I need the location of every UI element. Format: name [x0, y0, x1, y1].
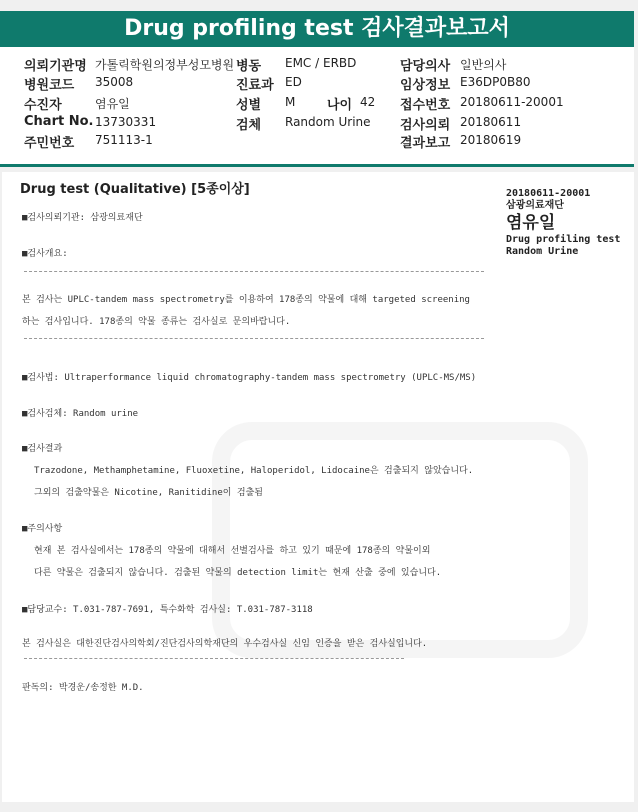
stamp-number: 20180611-20001 [506, 188, 591, 199]
report-title: Drug test (Qualitative) [5종이상] [20, 182, 250, 197]
report-line: ■담당교수: T.031-787-7691, 특수화학 검사실: T.031-787-3118 [22, 605, 313, 615]
field-value: M [285, 95, 296, 109]
field-label: 수진자 [24, 98, 62, 113]
field-label: 진료과 [236, 78, 274, 93]
divider [24, 271, 484, 272]
field-value: 751113-1 [95, 133, 153, 147]
report-line: ■검사개요: [22, 249, 68, 259]
field-label: 병동 [236, 59, 262, 74]
field-label: 담당의사 [400, 59, 451, 74]
report-line: ■검사법: Ultraperformance liquid chromatography-tandem mass spectrometry (UPLC-MS/MS) [22, 373, 477, 383]
report-line: 그외의 검출약물은 Nicotine, Ranitidine이 검출됨 [34, 488, 263, 498]
report-banner-title: Drug profiling test 검사결과보고서 [0, 11, 634, 47]
report-line: ■주의사항 [22, 524, 63, 534]
divider [24, 658, 404, 659]
report-line: 현재 본 검사실에서는 178종의 약물에 대해서 선별검사를 하고 있기 때문에 178종의 약물이외 [34, 546, 431, 556]
report-line: 판독의: 박경운/송정한 M.D. [22, 683, 144, 693]
watermark [212, 422, 588, 658]
specimen-stamp [506, 188, 620, 258]
field-value: 20180611 [460, 115, 522, 129]
stamp-name: 염유일 [506, 213, 556, 233]
field-value: E36DP0B80 [460, 75, 531, 89]
field-value: EMC / ERBD [285, 56, 357, 70]
report-line: ■검사의뢰기관: 삼광의료재단 [22, 213, 143, 223]
stamp-specimen: Random Urine [506, 246, 579, 257]
stamp-org: 삼광의료재단 [506, 200, 564, 211]
field-label: 검사의뢰 [400, 118, 451, 133]
field-label: 나이 [327, 98, 353, 113]
field-label: 접수번호 [400, 98, 451, 113]
divider [24, 338, 484, 339]
field-value: 20180619 [460, 133, 522, 147]
field-value: 35008 [95, 75, 134, 89]
field-value: Random Urine [285, 115, 371, 129]
field-label: Chart No. [24, 114, 94, 129]
field-label: 검체 [236, 118, 262, 133]
report-line: ■검사검체: Random urine [22, 409, 139, 419]
report-line: 다른 약물은 검출되지 않습니다. 검출된 약물의 detection limit는 현재 산출 중에 있습니다. [34, 568, 442, 578]
report-line: 본 검사는 UPLC-tandem mass spectrometry를 이용하여 178종의 약물에 대해 targeted screening [22, 295, 470, 305]
report-header [0, 47, 634, 167]
report-line: ■검사결과 [22, 444, 63, 454]
report-line: 하는 검사입니다. 178종의 약물 종류는 검사실로 문의바랍니다. [22, 317, 291, 327]
field-value: 20180611-20001 [460, 95, 564, 109]
field-label: 병원코드 [24, 78, 75, 93]
field-value: 염유일 [95, 97, 130, 111]
field-label: 결과보고 [400, 136, 451, 151]
field-label: 주민번호 [24, 136, 75, 151]
field-value: 42 [360, 95, 376, 109]
stamp-test: Drug profiling test [506, 234, 621, 245]
field-label: 임상정보 [400, 78, 451, 93]
report-page [2, 172, 634, 802]
field-label: 성별 [236, 98, 262, 113]
report-line: Trazodone, Methamphetamine, Fluoxetine, Haloperidol, Lidocaine은 검출되지 않았습니다. [34, 466, 474, 476]
field-label: 의뢰기관명 [24, 59, 87, 74]
field-value: 일반의사 [460, 58, 507, 72]
field-value: 13730331 [95, 115, 157, 129]
field-value: ED [285, 75, 302, 89]
field-value: 가톨릭학원의정부성모병원 [95, 58, 235, 72]
report-line: 본 검사실은 대한진단검사의학회/진단검사의학재단의 우수검사실 신임 인증을 받은 검사실입니다. [22, 639, 428, 649]
